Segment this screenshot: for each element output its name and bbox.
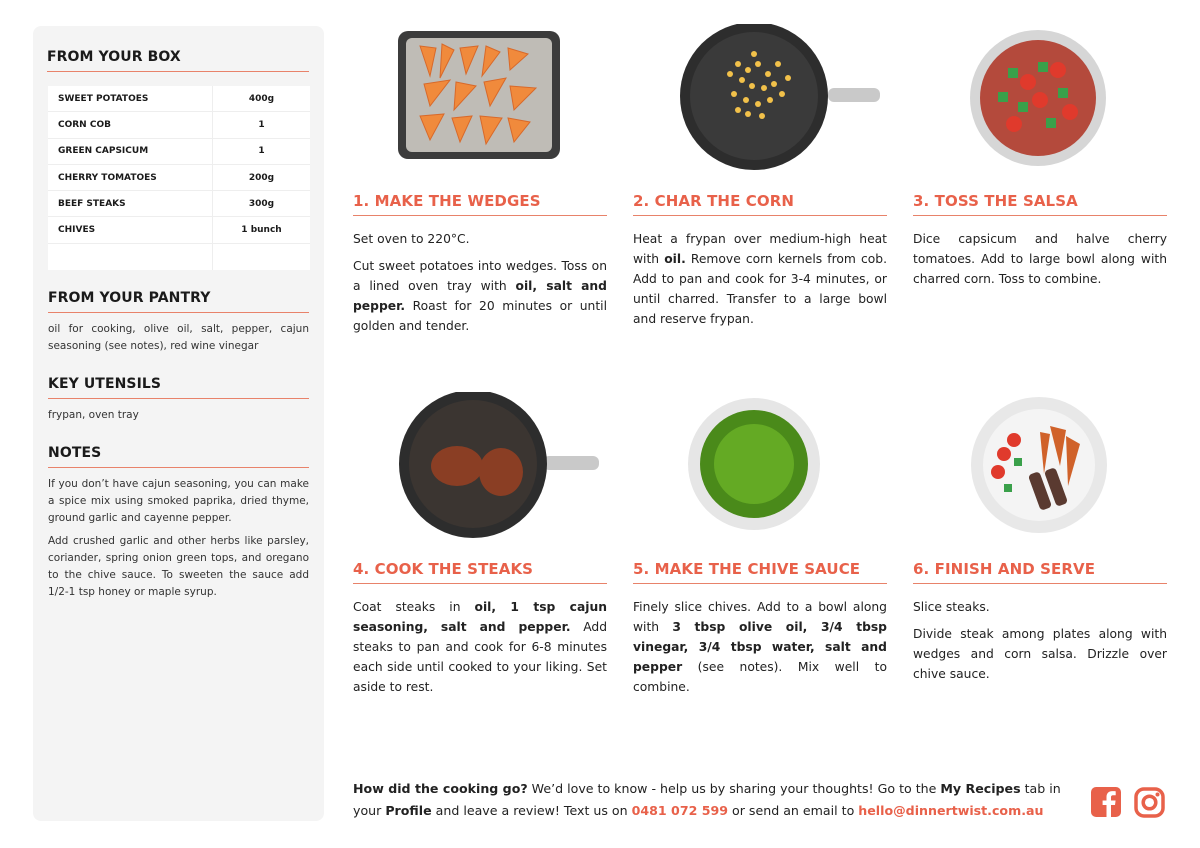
step-4-text-1 (353, 597, 607, 697)
step-6-title: 6. FINISH AND SERVE (913, 560, 1167, 584)
step-3-body (913, 229, 1167, 289)
ingredients-sidebar (33, 26, 324, 821)
step-3-text-1: Dice capsicum and halve cherry tomatoes. Add to large bowl along with charred corn. Toss to combine. (913, 232, 1167, 286)
step-2-text-1b: oil. (664, 252, 686, 266)
footer-text-3: and leave a review! Text us on (431, 803, 632, 818)
frypan-corn-image (678, 24, 882, 170)
oven-tray-wedges-image (390, 26, 570, 166)
key-utensils-title: KEY UTENSILS (48, 376, 309, 399)
step-4-body (353, 597, 607, 697)
utensils-text: frypan, oven tray (48, 408, 139, 421)
step-3 (913, 192, 1167, 296)
step-1-text-2a: Cut sweet potatoes into wedges. Toss on a lined oven tray with (353, 259, 607, 293)
ingredient-name: CHERRY TOMATOES (58, 172, 157, 183)
ingredient-row (48, 139, 310, 165)
step-2 (633, 192, 887, 336)
step-4-title: 4. COOK THE STEAKS (353, 560, 607, 584)
ingredient-qty: 1 (212, 112, 310, 137)
step-2-body (633, 229, 887, 329)
step-4 (353, 560, 607, 704)
ingredient-row (48, 217, 310, 243)
step-2-title: 2. CHAR THE CORN (633, 192, 887, 216)
notes-text-2: Add crushed garlic and other herbs like parsley, coriander, spring onion green tops, and oregano to the chive sauce. To sweeten the sauce add 1/2-1 tsp honey or maple syrup. (48, 534, 309, 598)
ingredient-row (48, 191, 310, 217)
step-1 (353, 192, 607, 343)
step-1-text-2b: oil, salt and pepper. (353, 279, 607, 313)
from-your-box-title: FROM YOUR BOX (47, 49, 309, 72)
ingredient-qty: 1 bunch (212, 217, 310, 242)
pantry-text: oil for cooking, olive oil, salt, pepper, cajun seasoning (see notes), red wine vinegar (48, 322, 309, 352)
ingredient-row (48, 86, 310, 112)
step-5-title: 5. MAKE THE CHIVE SAUCE (633, 560, 887, 584)
frypan-steaks-image (395, 392, 601, 538)
step-2-text-1 (633, 229, 887, 329)
step-5 (633, 560, 887, 704)
ingredient-qty: 200g (212, 165, 310, 190)
step-6-text-2: Divide steak among plates along with wedges and corn salsa. Drizzle over chive sauce. (913, 627, 1167, 681)
my-recipes-link[interactable]: My Recipes (940, 781, 1021, 796)
step-1-text-2 (353, 256, 607, 336)
ingredient-name: SWEET POTATOES (58, 93, 149, 104)
footer-text-4: or send an email to (728, 803, 859, 818)
finished-plate-image (970, 396, 1108, 534)
step-1-text-1: Set oven to 220°C. (353, 232, 470, 246)
step-5-body (633, 597, 887, 697)
from-your-pantry-title: FROM YOUR PANTRY (48, 290, 309, 313)
step-1-body (353, 229, 607, 336)
ingredient-row (48, 112, 310, 138)
phone-number[interactable]: 0481 072 599 (631, 803, 729, 818)
step-6 (913, 560, 1167, 691)
step-1-title: 1. MAKE THE WEDGES (353, 192, 607, 216)
ingredient-name: BEEF STEAKS (58, 198, 126, 209)
notes-text-1: If you don’t have cajun seasoning, you can make a spice mix using smoked paprika, dried thyme, ground garlic and cayenne pepper. (48, 477, 309, 524)
ingredient-name: GREEN CAPSICUM (58, 146, 149, 157)
chive-sauce-bowl-image (686, 396, 822, 532)
ingredient-qty: 1 (212, 139, 310, 164)
instagram-icon[interactable] (1133, 786, 1166, 819)
step-3-title: 3. TOSS THE SALSA (913, 192, 1167, 216)
step-6-body (913, 597, 1167, 684)
footer-question: How did the cooking go? (353, 781, 528, 796)
ingredient-row-empty (48, 244, 310, 270)
ingredient-name: CHIVES (58, 225, 96, 236)
ingredient-name: CORN COB (58, 119, 111, 130)
step-4-text-1c: Add steaks to pan and cook for 6-8 minutes each side until cooked to your liking. Set aside to rest. (353, 620, 607, 694)
step-1-text-2c: Roast for 20 minutes or until golden and tender. (353, 299, 607, 333)
ingredient-row (48, 165, 310, 191)
feedback-footer (353, 778, 1078, 822)
step-5-text-1c: (see notes). Mix well to combine. (633, 660, 887, 694)
step-5-text-1b: 3 tbsp olive oil, 3/4 tbsp vinegar, 3/4 tbsp water, salt and pepper (633, 620, 887, 674)
facebook-icon[interactable] (1090, 786, 1122, 818)
profile-link[interactable]: Profile (385, 803, 432, 818)
step-4-text-1b: oil, 1 tsp cajun seasoning, salt and pepper. (353, 600, 607, 634)
step-6-text-1: Slice steaks. (913, 600, 990, 614)
step-2-text-1a: Heat a frypan over medium-high heat with (633, 232, 887, 266)
footer-text-2: tab in your (353, 781, 1061, 818)
salsa-bowl-image (968, 28, 1108, 168)
step-5-text-1a: Finely slice chives. Add to a bowl along with (633, 600, 887, 634)
ingredient-qty: 300g (212, 191, 310, 216)
ingredient-qty: 400g (212, 86, 310, 111)
step-5-text-1 (633, 597, 887, 697)
step-4-text-1a: Coat steaks in (353, 600, 475, 614)
ingredients-table (48, 86, 310, 270)
email-link[interactable]: hello@dinnertwist.com.au (858, 803, 1044, 818)
notes-title: NOTES (48, 445, 309, 468)
step-2-text-1c: Remove corn kernels from cob. Add to pan and cook for 3-4 minutes, or until charred. Transfer to a large bowl and reserve frypan. (633, 252, 888, 326)
footer-text-1: We’d love to know - help us by sharing your thoughts! Go to the (527, 781, 941, 796)
ingredient-qty-empty (212, 244, 310, 270)
